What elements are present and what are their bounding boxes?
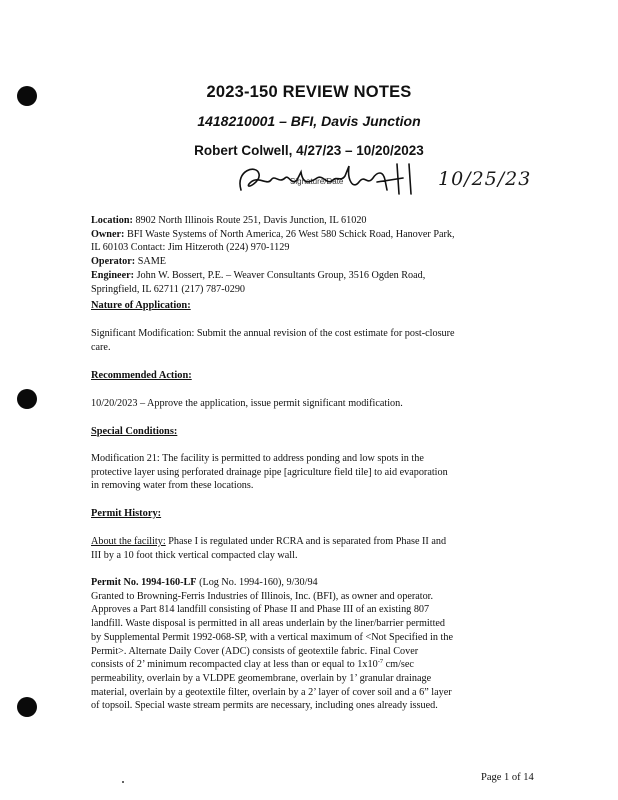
engineer-label: Engineer: [91,269,135,281]
owner-contact: IL 60103 Contact: Jim Hitzeroth (224) 970-1129 [91,242,290,254]
permit-suffix: (Log No. 1994-160), 9/30/94 [196,577,318,588]
about-text-2: III by a 10 foot thick vertical compacted clay wall. [91,549,298,561]
permit-line: Approves a Part 814 landfill consisting of Phase II and Phase III of an existing 807 [91,604,430,616]
engineer-value: John W. Bossert, P.E. – Weaver Consultants Group, 3516 Ogden Road, [134,269,426,281]
recommended-text [91,397,551,411]
owner-label: Owner: [91,228,125,240]
page-number: Page 1 of 14 [481,772,534,783]
scan-speck [122,781,124,783]
operator-value: SAME [135,256,166,268]
signature-date: 10/25/23 [438,168,532,190]
special-line: Modification 21: The facility is permitted to address ponding and low spots in the [91,453,424,464]
permit-line: material, overlain by a geotextile filter, overlain by a 2’ layer of cover soil and a 6” layer [91,686,452,698]
recommended-line: 10/20/2023 – Approve the application, issue permit significant modification. [91,398,403,409]
reviewer-line: Robert Colwell, 4/27/23 – 10/20/2023 [194,143,424,158]
page-title: 2023-150 REVIEW NOTES [206,83,412,101]
about-text: Phase I is regulated under RCRA and is separated from Phase II and [165,536,447,547]
location-value: 8902 North Illinois Route 251, Davis Junction, IL 61020 [132,215,367,226]
permit-line: consists of 2’ minimum recompacted clay at less than or equal to 1x10 [91,659,378,671]
special-text [91,452,551,493]
history-heading: Permit History: [91,508,162,519]
permit-line: by Supplemental Permit 1992-068-SP, with a vertical maximum of <Not Specified in the [91,631,453,643]
permit-label: Permit No. 1994-160-LF [91,577,197,588]
permit-line: permeability, overlain by a VLDPE geomembrane, overlain by 1’ granular drainage [91,672,432,684]
permit-1994-160 [91,576,551,713]
contact-info [91,214,551,296]
nature-line: care. [91,341,111,353]
permit-line: Permit>. Alternate Daily Cover (ADC) consists of geotextile fabric. Final Cover [91,645,419,657]
hole-punch-bottom [17,697,37,717]
permit-line: cm/sec [383,659,414,671]
permit-line: landfill. Waste disposal is permitted in all areas underlain by the liner/barrier permitted [91,618,446,630]
signature-caption: Signature/Date [290,177,344,186]
recommended-heading: Recommended Action: [91,370,192,381]
nature-line: Significant Modification: Submit the annual revision of the cost estimate for post-closure [91,328,455,339]
about-label: About the facility: [91,536,166,547]
special-line: in removing water from these locations. [91,480,254,492]
nature-text [91,327,551,354]
location-label: Location: [91,215,133,226]
handwritten-signature [227,160,427,202]
exponent: -7 [377,658,384,666]
owner-value: BFI Waste Systems of North America, 26 West 580 Schick Road, Hanover Park, [124,228,455,240]
page-subtitle: 1418210001 – BFI, Davis Junction [197,113,421,129]
hole-punch-middle [17,389,37,409]
permit-line: of topsoil. Special waste stream permits are necessary, including ones already issued. [91,700,438,712]
permit-line: Granted to Browning-Ferris Industries of Illinois, Inc. (BFI), as owner and operator. [91,590,434,602]
nature-heading: Nature of Application: [91,300,191,311]
engineer-address: Springfield, IL 62711 (217) 787-0290 [91,283,246,295]
operator-label: Operator: [91,256,136,268]
special-heading: Special Conditions: [91,426,178,437]
special-line: protective layer using perforated drainage pipe [agriculture field tile] to aid evaporation [91,466,448,478]
about-facility [91,535,551,562]
